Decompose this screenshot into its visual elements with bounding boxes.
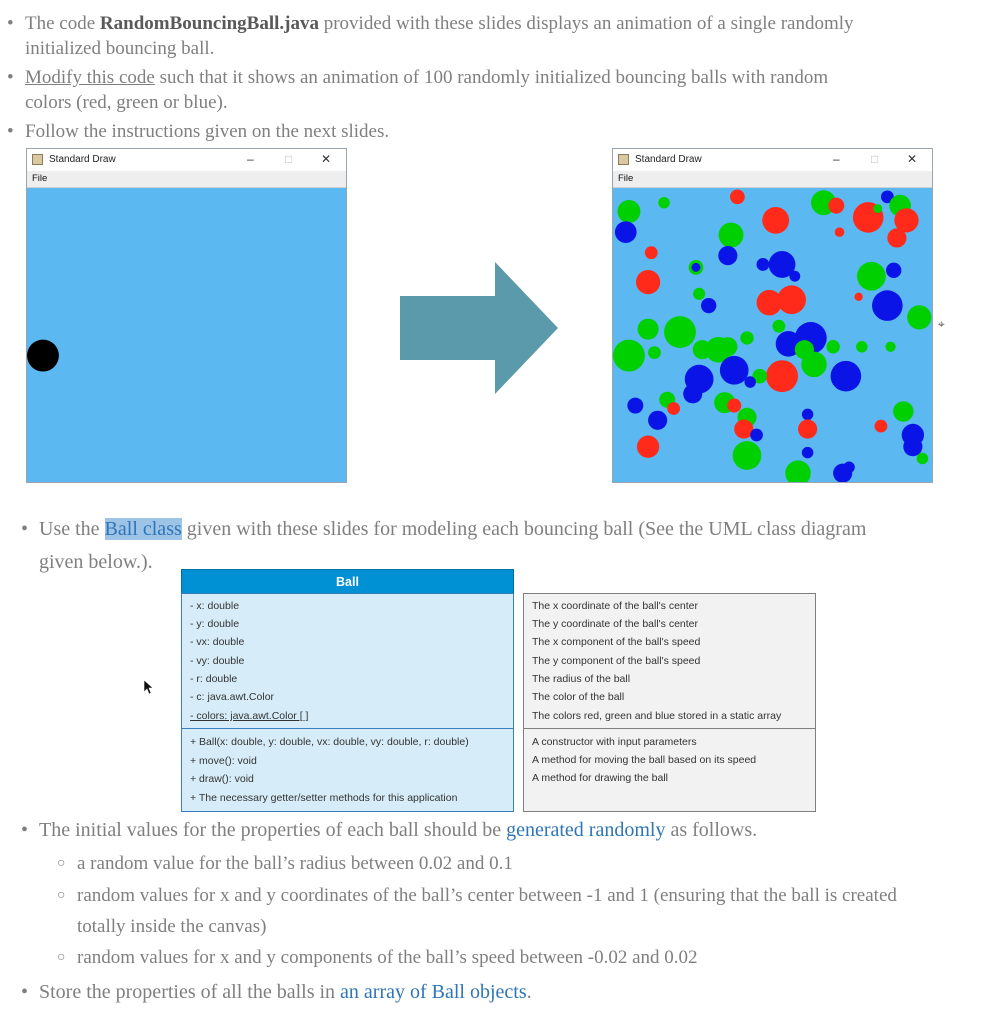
java-app-icon <box>618 154 629 165</box>
bullet-dot: • <box>7 13 14 34</box>
sub-item-text: random values for x and y coordinates of the ball’s center between -1 and 1 (ensuring that the ball is created <box>77 885 897 906</box>
bullet-dot: • <box>21 981 29 1003</box>
uml-attribute: - vy: double <box>190 655 245 667</box>
method-notes-box <box>523 728 816 812</box>
ball-red <box>637 436 659 458</box>
bullet-dot: • <box>7 67 14 88</box>
window-title: Standard Draw <box>49 154 116 165</box>
sub-item-speed <box>57 942 698 973</box>
ball-black <box>27 340 59 372</box>
attribute-note: The x component of the ball's speed <box>532 636 701 648</box>
ball-green <box>917 453 928 464</box>
uml-method: + The necessary getter/setter methods for this application <box>190 792 458 804</box>
crosshair-cursor-icon: ⌖ <box>938 317 945 331</box>
ball-blue <box>701 298 716 313</box>
uml-class-name: Ball <box>181 569 514 594</box>
minimize-icon[interactable]: – <box>833 152 840 166</box>
bullet-text: given with these slides for modeling each bouncing ball (See the UML class diagram <box>181 518 867 540</box>
ball-blue <box>615 221 637 243</box>
ball-green <box>664 316 696 348</box>
ball-green <box>907 305 931 329</box>
uml-attributes-box <box>181 593 514 729</box>
ball-blue <box>872 290 903 321</box>
ball-green <box>893 401 913 421</box>
bullet-text: The initial values for the properties of each ball should be <box>39 819 507 841</box>
bullet-1 <box>7 11 985 61</box>
canvas-svg <box>613 188 932 482</box>
standard-draw-window-single <box>26 148 347 483</box>
ball-red <box>730 189 745 204</box>
ball-green <box>719 223 744 248</box>
method-note: A method for drawing the ball <box>532 772 668 784</box>
bullet-text: . <box>526 981 532 1003</box>
uml-attribute-static: - colors: java.awt.Color [ ] <box>190 710 309 722</box>
file-name: RandomBouncingBall.java <box>99 13 319 34</box>
uml-method: + draw(): void <box>190 773 254 785</box>
ball-green <box>733 441 762 470</box>
window-title: Standard Draw <box>635 154 702 165</box>
sub-item-text: random values for x and y components of the ball’s speed between -0.02 and 0.02 <box>77 947 698 968</box>
canvas-svg <box>27 188 346 482</box>
uml-attribute: - r: double <box>190 673 238 685</box>
bullet-dot: • <box>21 819 29 841</box>
bullet-3 <box>7 119 390 144</box>
uml-method: + move(): void <box>190 755 257 767</box>
bullet-text: initialized bouncing ball. <box>25 38 215 59</box>
sub-bullet-icon: ○ <box>57 856 66 871</box>
title-bar <box>27 149 346 171</box>
ball-green <box>873 204 882 213</box>
mouse-pointer-icon <box>144 680 154 695</box>
ball-green <box>658 197 669 208</box>
bullet-text: The code <box>25 13 100 34</box>
ball-green <box>638 319 659 340</box>
ball-green <box>613 340 645 372</box>
sub-bullet-icon: ○ <box>57 950 66 965</box>
ball-green <box>857 262 886 291</box>
draw-canvas <box>27 188 346 482</box>
ball-blue <box>802 409 813 420</box>
sub-item-text: a random value for the ball’s radius between 0.02 and 0.1 <box>77 853 513 874</box>
ball-class-link[interactable]: Ball class <box>104 518 182 540</box>
ball-blue <box>750 429 763 442</box>
ball-blue <box>683 384 702 403</box>
attribute-note: The x coordinate of the ball's center <box>532 600 699 612</box>
sub-bullet-icon: ○ <box>57 888 66 903</box>
ball-red <box>762 207 789 234</box>
bullet-text: Follow the instructions given on the next slides. <box>25 121 390 142</box>
draw-canvas <box>613 188 932 482</box>
ball-blue <box>886 263 901 278</box>
modify-code-link[interactable]: Modify this code <box>25 67 155 88</box>
ball-green <box>801 352 827 378</box>
ball-blue <box>831 361 862 392</box>
ball-red <box>835 227 845 237</box>
method-note: A method for moving the ball based on its speed <box>532 754 757 766</box>
bullet-initial-values <box>21 816 758 844</box>
ball-red <box>887 228 906 247</box>
attribute-note: The radius of the ball <box>532 673 631 685</box>
java-app-icon <box>32 154 43 165</box>
uml-attribute: - x: double <box>190 600 240 612</box>
close-icon[interactable]: ✕ <box>321 152 332 166</box>
uml-attribute: - y: double <box>190 618 240 630</box>
uml-attribute: - c: java.awt.Color <box>190 691 275 703</box>
ball-green <box>648 346 661 359</box>
ball-blue <box>843 462 854 473</box>
ball-blue <box>718 246 737 265</box>
bullet-dot: • <box>21 518 29 540</box>
sub-item-center <box>57 880 987 942</box>
ball-red <box>667 402 680 415</box>
bullet-text: as follows. <box>665 819 758 841</box>
ball-green <box>856 341 867 352</box>
ball-blue <box>720 356 749 385</box>
attribute-note: The y coordinate of the ball's center <box>532 618 699 630</box>
ball-green <box>693 288 705 300</box>
ball-green <box>617 200 640 223</box>
bullet-2 <box>7 65 985 115</box>
bullet-text: colors (red, green or blue). <box>25 92 228 113</box>
ball-red <box>854 293 862 301</box>
ball-red <box>727 399 741 413</box>
ball-blue <box>802 447 813 458</box>
file-menu[interactable]: File <box>618 173 634 184</box>
bullet-text: Store the properties of all the balls in <box>39 981 341 1003</box>
arrow-icon <box>400 262 560 394</box>
maximize-icon[interactable]: □ <box>871 152 879 166</box>
uml-methods-box <box>181 728 514 812</box>
ball-green <box>773 320 786 333</box>
uml-attribute: - vx: double <box>190 636 245 648</box>
ball-blue <box>627 398 643 414</box>
ball-green <box>718 337 737 356</box>
ball-red <box>766 360 798 392</box>
menu-bar <box>27 171 346 188</box>
menu-bar <box>613 171 932 188</box>
ball-red <box>777 285 806 314</box>
title-bar <box>613 149 932 171</box>
ball-green <box>740 331 753 344</box>
ball-red <box>636 270 660 294</box>
ball-blue <box>648 411 667 430</box>
sub-item-text: totally inside the canvas) <box>77 916 267 937</box>
ball-red <box>798 420 817 439</box>
bullet-text: such that it shows an animation of 100 randomly initialized bouncing balls with random <box>154 67 829 88</box>
bullet-text: Use the <box>39 518 105 540</box>
close-icon[interactable]: ✕ <box>907 152 918 166</box>
ball-blue <box>757 258 770 271</box>
standard-draw-window-multi <box>612 148 933 483</box>
ball-red <box>875 420 888 433</box>
ball-blue <box>789 271 800 282</box>
bullet-dot: • <box>7 121 14 142</box>
sub-item-radius <box>57 848 513 879</box>
minimize-icon[interactable]: – <box>247 152 254 166</box>
array-of-ball-objects-link[interactable]: an array of Ball objects <box>340 981 527 1003</box>
ball-green <box>785 460 811 482</box>
generated-randomly-link[interactable]: generated randomly <box>506 819 666 841</box>
ball-green <box>885 342 895 352</box>
bullet-text: given below.). <box>39 551 153 573</box>
file-menu[interactable]: File <box>32 173 48 184</box>
attribute-note: The colors red, green and blue stored in a static array <box>532 710 782 722</box>
ball-red <box>645 246 658 259</box>
uml-method: + Ball(x: double, y: double, vx: double, vy: double, r: double) <box>190 736 469 748</box>
attribute-note: The y component of the ball's speed <box>532 655 701 667</box>
ball-red <box>828 198 844 214</box>
ball-blue <box>903 437 922 456</box>
attribute-notes-box <box>523 593 816 729</box>
ball-blue <box>691 263 700 272</box>
arrow-shape <box>400 262 558 394</box>
bullet-text: provided with these slides displays an animation of a single randomly <box>318 13 854 34</box>
ball-green <box>826 340 839 353</box>
method-note: A constructor with input parameters <box>532 736 697 748</box>
attribute-note: The color of the ball <box>532 691 625 703</box>
bullet-store <box>21 978 532 1006</box>
maximize-icon[interactable]: □ <box>285 152 293 166</box>
